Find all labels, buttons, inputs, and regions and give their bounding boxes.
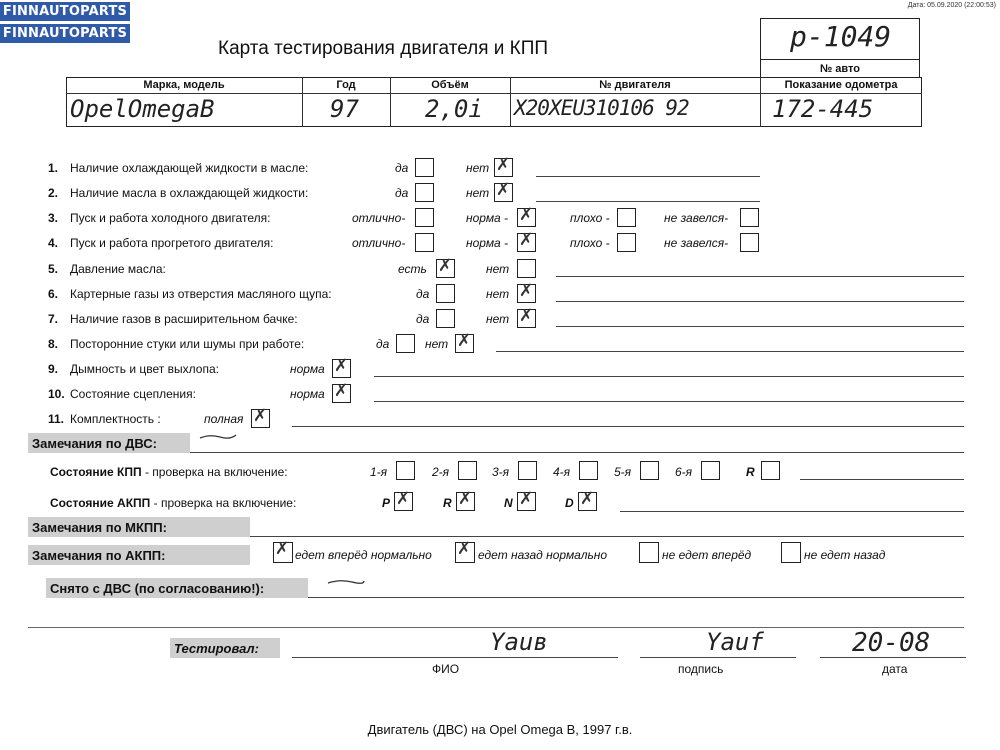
check-mark-icon: ✗ (334, 381, 349, 401)
q5-num: 5. (48, 262, 59, 276)
q7-yes-checkbox[interactable] (436, 309, 455, 328)
q6-yes-label: да (416, 287, 430, 301)
value-volume: 2,0i (425, 95, 483, 123)
tested-band (170, 638, 280, 658)
q10-normal-checkbox[interactable] (332, 381, 351, 403)
q7-text: Наличие газов в расширительном бачке: (70, 312, 298, 326)
q10-normal-label: норма (290, 387, 325, 401)
mode-n-checkbox[interactable] (517, 489, 536, 511)
check-mark-icon: ✗ (519, 489, 534, 509)
check-mark-icon: ✗ (253, 406, 268, 426)
value-model: OpelOmegaB (70, 95, 215, 123)
q7-num: 7. (48, 312, 59, 326)
q3-nostart-checkbox[interactable] (740, 208, 759, 227)
q8-text: Посторонние стуки или шумы при работе: (70, 337, 305, 351)
akpp-no-forward-label: не едет вперёд (662, 548, 752, 562)
akpp-reverse-ok-label: едет назад нормально (478, 548, 608, 562)
q9-text: Дымность и цвет выхлопа: (70, 362, 219, 376)
q4-excellent-label: отлично- (352, 236, 406, 250)
gear-2-label: 2-я (432, 465, 450, 479)
image-caption: Двигатель (ДВС) на Opel Omega B, 1997 г.в. (367, 722, 633, 737)
q2-no-checkbox[interactable] (494, 180, 513, 202)
check-mark-icon: ✗ (580, 489, 595, 509)
q10-text: Состояние сцепления: (70, 387, 196, 401)
check-mark-icon: ✗ (334, 356, 349, 376)
q8-yes-checkbox[interactable] (396, 334, 415, 353)
q4-nostart-label: не завелся- (664, 236, 729, 250)
q4-bad-checkbox[interactable] (617, 233, 636, 252)
check-mark-icon: ✗ (458, 489, 473, 509)
header-year: Год (336, 79, 356, 91)
q3-excellent-label: отлично- (352, 211, 406, 225)
q3-bad-checkbox[interactable] (617, 208, 636, 227)
value-odometer: 172-445 (772, 95, 874, 123)
mode-d-label: D (565, 496, 574, 510)
handwritten-name: Yauв (490, 628, 548, 656)
header-odometer: Показание одометра (784, 79, 898, 91)
kpp-state-label: Состояние КПП (50, 465, 142, 479)
auto-number-label: № авто (819, 63, 860, 75)
q9-normal-label: норма (290, 362, 325, 376)
q3-normal-checkbox[interactable] (517, 205, 536, 227)
dash-scribble (198, 430, 238, 442)
kpp-state-text (50, 465, 288, 479)
q8-no-checkbox[interactable] (455, 331, 474, 353)
check-mark-icon: ✗ (496, 180, 511, 200)
kpp-state-rest: - проверка на включение: (141, 465, 288, 479)
removed-label: Снято с ДВС (по согласованию!): (50, 581, 265, 596)
akpp-forward-ok-label: едет вперёд нормально (295, 548, 432, 562)
akpp-remarks-band (28, 545, 250, 565)
q3-bad-label: плохо - (570, 211, 610, 225)
gear-1-label: 1-я (370, 465, 388, 479)
mode-r-label: R (443, 496, 452, 510)
akpp-remarks-label: Замечания по АКПП: (32, 548, 166, 563)
akpp-no-reverse-checkbox[interactable] (781, 542, 801, 563)
mode-p-label: P (382, 496, 391, 510)
q4-normal-checkbox[interactable] (517, 230, 536, 252)
removed-band (46, 578, 308, 598)
akpp-state-label: Состояние АКПП (50, 496, 151, 510)
q4-num: 4. (48, 236, 59, 250)
q7-no-checkbox[interactable] (517, 306, 536, 328)
q1-num: 1. (48, 161, 59, 175)
q3-text: Пуск и работа холодного двигателя: (70, 211, 271, 225)
value-year: 97 (330, 95, 359, 123)
check-mark-icon: ✗ (457, 331, 472, 351)
brand-logo-secondary: FINNAUTOPARTS (0, 24, 130, 43)
fio-label: ФИО (432, 662, 460, 676)
mkpp-remarks-label: Замечания по МКПП: (32, 520, 167, 535)
check-mark-icon: ✗ (396, 489, 411, 509)
q2-yes-label: да (395, 186, 409, 200)
date-stamp: Дата: 05.09.2020 (22:00:53) (907, 2, 996, 9)
q7-yes-label: да (416, 312, 430, 326)
q7-no-label: нет (486, 312, 510, 326)
q9-normal-checkbox[interactable] (332, 356, 351, 378)
handwritten-signature: Yauf (706, 628, 764, 656)
check-mark-icon: ✗ (438, 256, 453, 276)
gear-3-checkbox[interactable] (518, 461, 537, 480)
mode-r-checkbox[interactable] (456, 489, 475, 511)
value-engine-number: X20XEU310106 92 (514, 96, 689, 120)
q6-text: Картерные газы из отверстия масляного щупа: (70, 287, 332, 301)
check-mark-icon: ✗ (519, 230, 534, 250)
q2-num: 2. (48, 186, 59, 200)
q6-yes-checkbox[interactable] (436, 284, 455, 303)
header-engine-number: № двигателя (599, 79, 671, 91)
check-mark-icon: ✗ (275, 539, 290, 559)
gear-5-label: 5-я (614, 465, 632, 479)
q10-num: 10. (48, 387, 65, 401)
gear-3-label: 3-я (492, 465, 510, 479)
q1-no-checkbox[interactable] (494, 155, 513, 177)
check-mark-icon: ✗ (519, 205, 534, 225)
gear-r-label: R (746, 465, 755, 479)
q5-text: Давление масла: (70, 262, 166, 276)
q11-full-checkbox[interactable] (251, 406, 270, 428)
gear-4-checkbox[interactable] (579, 461, 598, 480)
q4-nostart-checkbox[interactable] (740, 233, 759, 252)
akpp-forward-ok-checkbox[interactable] (273, 539, 293, 563)
q11-num: 11. (48, 412, 65, 426)
mode-n-label: N (504, 496, 513, 510)
q2-no-label: нет (466, 186, 490, 200)
mkpp-remarks-band (28, 517, 250, 537)
q11-text: Комплектность : (70, 412, 161, 426)
q8-num: 8. (48, 337, 59, 351)
gear-6-checkbox[interactable] (701, 461, 720, 480)
q5-no-checkbox[interactable] (517, 259, 536, 278)
dash-scribble (326, 576, 366, 588)
check-mark-icon: ✗ (457, 539, 472, 559)
gear-2-checkbox[interactable] (458, 461, 477, 480)
q2-text: Наличие масла в охлаждающей жидкости: (70, 186, 309, 200)
q1-yes-checkbox[interactable] (415, 158, 434, 177)
q6-num: 6. (48, 287, 59, 301)
q3-excellent-checkbox[interactable] (415, 208, 434, 227)
akpp-reverse-ok-checkbox[interactable] (455, 539, 475, 563)
q1-yes-label: да (395, 161, 409, 175)
handwritten-date: 20-08 (852, 628, 931, 658)
check-mark-icon: ✗ (519, 306, 534, 326)
gear-1-checkbox[interactable] (396, 461, 415, 480)
gear-4-label: 4-я (553, 465, 571, 479)
q4-normal-label: норма - (466, 236, 509, 250)
signature-label: подпись (678, 662, 724, 676)
q4-excellent-checkbox[interactable] (415, 233, 434, 252)
q8-yes-label: да (376, 337, 390, 351)
check-mark-icon: ✗ (496, 155, 511, 175)
akpp-no-forward-checkbox[interactable] (639, 542, 659, 563)
dvs-remarks-label: Замечания по ДВС: (32, 436, 157, 451)
q3-normal-label: норма - (466, 211, 509, 225)
mode-p-checkbox[interactable] (394, 489, 413, 511)
date-label: дата (882, 662, 908, 676)
q4-text: Пуск и работа прогретого двигателя: (70, 236, 274, 250)
q3-nostart-label: не завелся- (664, 211, 729, 225)
q9-num: 9. (48, 362, 59, 376)
gear-r-checkbox[interactable] (761, 461, 780, 480)
brand-logo: FINNAUTOPARTS (0, 2, 130, 21)
q5-yes-label: есть (398, 262, 427, 276)
q6-no-label: нет (486, 287, 510, 301)
q3-num: 3. (48, 211, 59, 225)
q5-no-label: нет (486, 262, 510, 276)
header-volume: Объём (431, 79, 469, 91)
akpp-state-text (50, 496, 296, 510)
q2-yes-checkbox[interactable] (415, 183, 434, 202)
page-title: Карта тестирования двигателя и КПП (218, 38, 549, 59)
q8-no-label: нет (425, 337, 449, 351)
gear-6-label: 6-я (675, 465, 693, 479)
check-mark-icon: ✗ (519, 281, 534, 301)
auto-number-value: р-1049 (790, 20, 892, 53)
dvs-remarks-band (28, 433, 190, 453)
tested-label: Тестировал: (174, 641, 259, 656)
q1-no-label: нет (466, 161, 490, 175)
mode-d-checkbox[interactable] (578, 489, 597, 511)
akpp-no-reverse-label: не едет назад (804, 548, 886, 562)
gear-5-checkbox[interactable] (640, 461, 659, 480)
q6-no-checkbox[interactable] (517, 281, 536, 303)
header-model: Марка, модель (143, 79, 225, 91)
q5-yes-checkbox[interactable] (436, 256, 455, 278)
akpp-state-rest: - проверка на включение: (150, 496, 297, 510)
q4-bad-label: плохо - (570, 236, 610, 250)
q1-text: Наличие охлаждающей жидкости в масле: (70, 161, 309, 175)
q11-full-label: полная (204, 412, 244, 426)
